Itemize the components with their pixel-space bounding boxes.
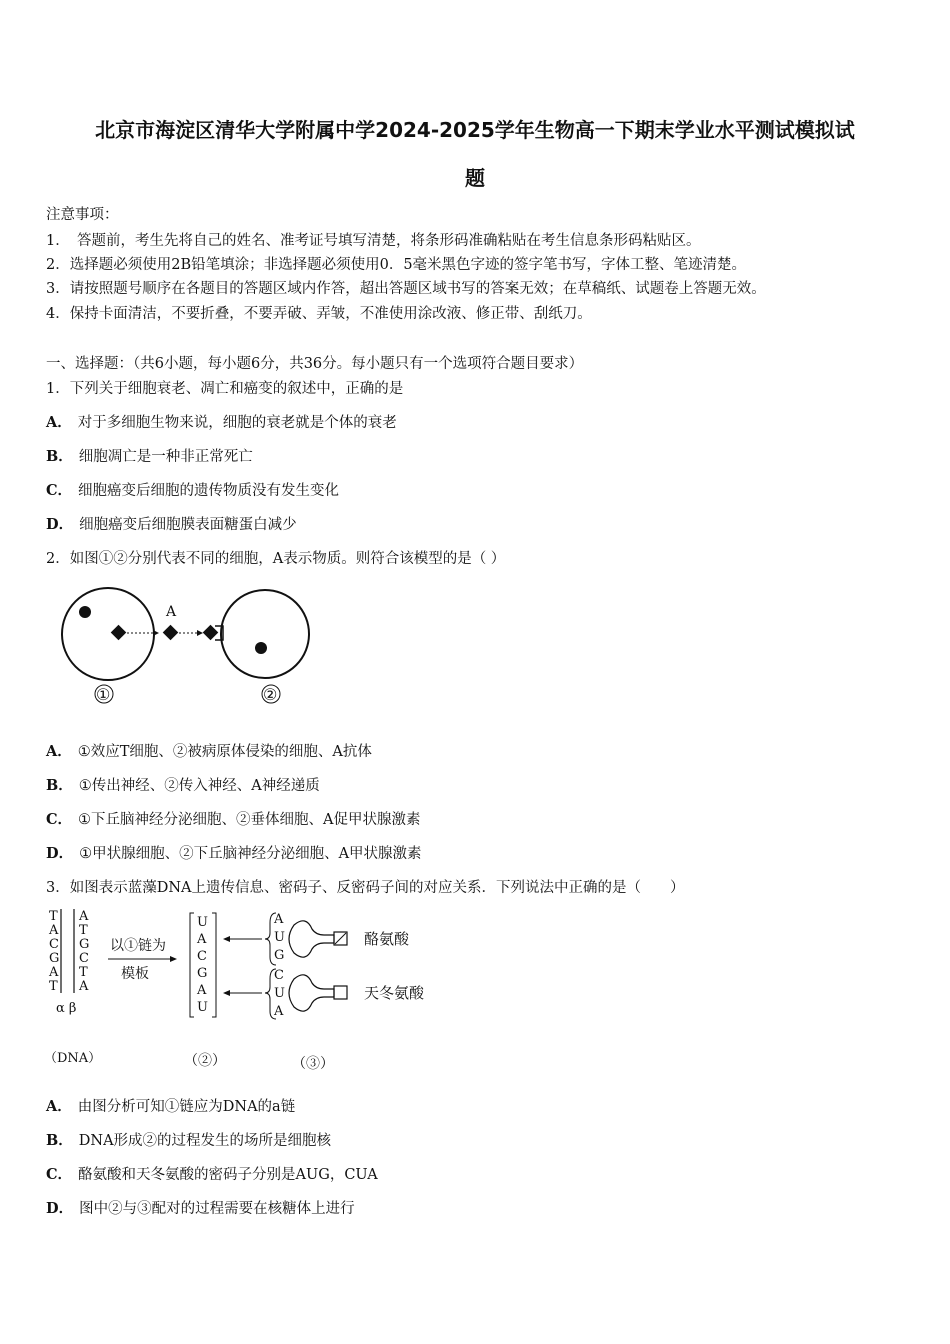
question-3-stem: 3．如图表示蓝藻DNA上遗传信息、密码子、反密码子间的对应关系．下列说法中正确的是（ ） bbox=[46, 880, 685, 896]
anticodon-base: A bbox=[274, 912, 284, 927]
cell-1-nucleus bbox=[79, 606, 91, 618]
mrna-caption: （②） bbox=[184, 1053, 226, 1069]
cell-1-label: ① bbox=[96, 685, 111, 704]
amino-acid-2 bbox=[334, 986, 347, 999]
dna-base: T bbox=[49, 909, 58, 924]
notice-item: 2．选择题必须使用2B铅笔填涂；非选择题必须使用0．5毫米黑色字迹的签字笔书写，字体工整、笔迹清楚。 bbox=[46, 257, 747, 273]
dna-base: T bbox=[79, 923, 88, 938]
trna-1-anticodon bbox=[273, 912, 285, 963]
anticodon-base: G bbox=[274, 948, 285, 963]
signal-molecule-a bbox=[163, 625, 179, 641]
question-1-stem: 1．下列关于细胞衰老、凋亡和癌变的叙述中，正确的是 bbox=[46, 381, 404, 397]
mrna-bracket-right bbox=[212, 913, 216, 1017]
section-heading: 一、选择题：（共6小题，每小题6分，共36分。每小题只有一个选项符合题目要求） bbox=[46, 356, 584, 372]
trna-caption: （③） bbox=[292, 1056, 334, 1072]
dna-base: T bbox=[79, 965, 88, 980]
notice-heading: 注意事项： bbox=[46, 207, 119, 223]
q1-option-d: D． 细胞癌变后细胞膜表面糖蛋白减少 bbox=[46, 516, 297, 533]
dna-left-strand bbox=[48, 909, 59, 994]
dna-base: A bbox=[49, 923, 59, 938]
dna-right-strand bbox=[78, 909, 89, 994]
signal-molecule-1 bbox=[111, 625, 127, 641]
question-2-stem: 2．如图①②分别代表不同的细胞，A表示物质。则符合该模型的是（ ） bbox=[46, 551, 506, 567]
dna-caption: （DNA） bbox=[44, 1051, 102, 1066]
anticodon-base: U bbox=[274, 930, 285, 945]
dna-base: T bbox=[49, 979, 58, 994]
notice-item: 3．请按照题号顺序在各题目的答题区域内作答，超出答题区域书写的答案无效；在草稿纸、试题卷上答题无效。 bbox=[46, 281, 766, 297]
q3-option-a: A． 由图分析可知①链应为DNA的a链 bbox=[46, 1098, 296, 1115]
trna-2-anticodon bbox=[273, 968, 285, 1019]
cell-2-label: ② bbox=[263, 685, 278, 704]
template-label-line1: 以①链为 bbox=[110, 938, 166, 954]
dna-base: A bbox=[79, 909, 89, 924]
cell-2-nucleus bbox=[255, 642, 267, 654]
q3-option-d: D． 图中②与③配对的过程需要在核糖体上进行 bbox=[46, 1200, 355, 1217]
notice-item: 1． 答题前，考生先将自己的姓名、准考证号填写清楚，将条形码准确粘贴在考生信息条形码粘贴区。 bbox=[46, 233, 701, 249]
exam-title-line1: 北京市海淀区清华大学附属中学2024-2025学年生物高一下期末学业水平测试模拟试 bbox=[95, 118, 855, 142]
q1-option-a: A． 对于多细胞生物来说，细胞的衰老就是个体的衰老 bbox=[46, 414, 397, 431]
arrow-head-1 bbox=[153, 630, 159, 636]
dna-base: C bbox=[49, 937, 59, 952]
dna-base: G bbox=[49, 951, 60, 966]
anticodon-base: U bbox=[274, 986, 285, 1001]
mrna-base: U bbox=[197, 1000, 208, 1015]
trna-2-loop bbox=[289, 975, 334, 1011]
mrna-base: U bbox=[197, 915, 208, 930]
pairing-arrow-head-2 bbox=[223, 990, 230, 996]
template-label-line2: 模板 bbox=[121, 966, 149, 982]
q2-option-c: C． ①下丘脑神经分泌细胞、②垂体细胞、A促甲状腺激素 bbox=[46, 811, 421, 828]
q1-option-c: C． 细胞癌变后细胞的遗传物质没有发生变化 bbox=[46, 482, 340, 499]
pairing-arrow-head-1 bbox=[223, 936, 230, 942]
mrna-strand bbox=[196, 915, 208, 1015]
cell-2 bbox=[221, 590, 309, 678]
arrow-head-2 bbox=[197, 630, 203, 636]
notice-item: 4．保持卡面清洁，不要折叠，不要弄破、弄皱，不准使用涂改液、修正带、刮纸刀。 bbox=[46, 306, 592, 322]
mrna-base: A bbox=[197, 983, 207, 998]
q2-option-b: B． ①传出神经、②传入神经、A神经递质 bbox=[46, 777, 320, 794]
amino-acid-1-name: 酪氨酸 bbox=[364, 930, 410, 948]
q3-option-c: C． 酪氨酸和天冬氨酸的密码子分别是AUG，CUA bbox=[46, 1166, 378, 1183]
dna-base: A bbox=[79, 979, 89, 994]
mrna-bracket-left bbox=[190, 913, 194, 1017]
cell-1 bbox=[62, 588, 154, 680]
dna-base: G bbox=[79, 937, 90, 952]
transcription-arrow-head bbox=[170, 956, 177, 962]
exam-title-line2: 题 bbox=[465, 166, 485, 190]
dna-base: A bbox=[49, 965, 59, 980]
amino-acid-1-hatch bbox=[335, 933, 346, 944]
mrna-base: A bbox=[197, 932, 207, 947]
q1-option-b: B． 细胞凋亡是一种非正常死亡 bbox=[46, 448, 253, 465]
strand-labels: α β bbox=[56, 1001, 77, 1016]
anticodon-base: A bbox=[274, 1004, 284, 1019]
mrna-base: C bbox=[197, 949, 207, 964]
signal-molecule-bound bbox=[203, 625, 219, 641]
trna-1-loop bbox=[289, 921, 334, 957]
mrna-base: G bbox=[197, 966, 208, 981]
cell-signaling-diagram bbox=[55, 582, 325, 707]
anticodon-base: C bbox=[274, 968, 284, 983]
amino-acid-2-name: 天冬氨酸 bbox=[364, 984, 425, 1002]
q3-option-b: B． DNA形成②的过程发生的场所是细胞核 bbox=[46, 1132, 332, 1149]
q2-option-d: D． ①甲状腺细胞、②下丘脑神经分泌细胞、A甲状腺激素 bbox=[46, 845, 422, 862]
q2-option-a: A． ①效应T细胞、②被病原体侵染的细胞、A抗体 bbox=[46, 743, 372, 760]
dna-codon-diagram bbox=[44, 905, 444, 1075]
dna-base: C bbox=[79, 951, 89, 966]
substance-a-label: A bbox=[166, 604, 177, 620]
